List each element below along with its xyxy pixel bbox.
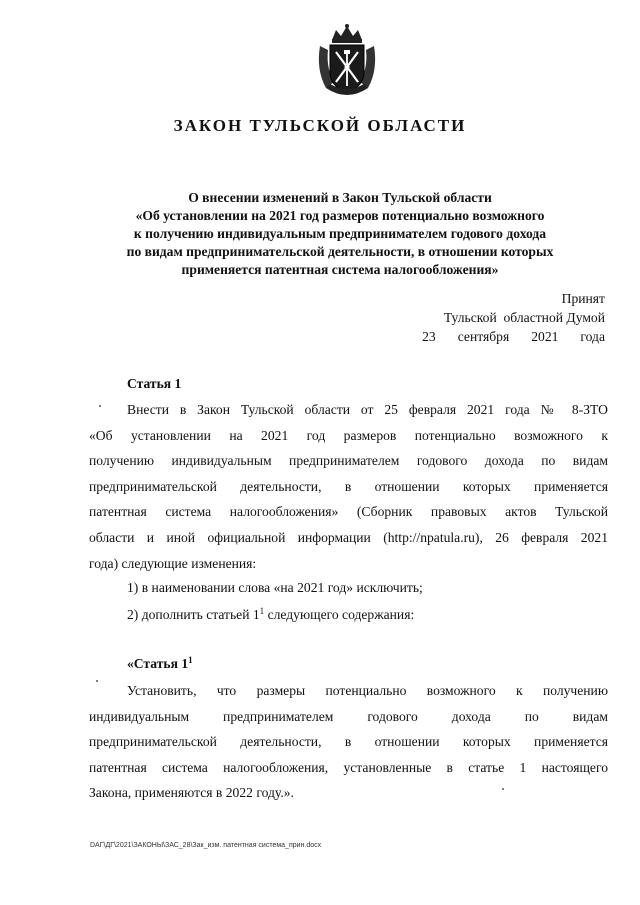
amendment-item: 1) в наименовании слова «на 2021 год» исключить; [127, 580, 423, 595]
article-1-heading: Статья 1 [127, 376, 182, 391]
text-line: Закона, применяются в 2022 году.». [89, 785, 294, 801]
heading-line: по видам предпринимательской деятельности, в отношении которых [126, 244, 554, 259]
text-line: области и иной официальной информации (http://npatula.ru), 26 февраля 2021 [89, 529, 608, 545]
superscript: 1 [259, 606, 265, 616]
text-line: «Об установлении на 2021 год размеров потенциально возможного к [89, 427, 608, 443]
scan-speck [99, 405, 101, 407]
adopted-word: Принят [561, 291, 605, 306]
law-heading [80, 189, 600, 279]
text-line: индивидуальным предпринимателем годового дохода по видам [89, 708, 608, 724]
scan-speck [96, 680, 98, 682]
law-title: ЗАКОН ТУЛЬСКОЙ ОБЛАСТИ [173, 116, 467, 135]
article-1-1-heading [127, 656, 193, 672]
tula-coat-of-arms-icon [314, 22, 380, 98]
adoption-year-word: года [580, 329, 605, 344]
scan-speck [502, 788, 504, 790]
text-line: получению индивидуальным предпринимателем годового дохода по видам [89, 453, 608, 469]
amendment-item-text: следующего содержания: [264, 607, 415, 622]
text-line: года) следующие изменения: [89, 555, 257, 571]
article-1-text [89, 397, 608, 576]
heading-line: к получению индивидуальным предпринимателем годового дохода [133, 226, 547, 241]
amendment-item [127, 601, 423, 628]
article-1-1-text [89, 678, 608, 806]
text-line: предпринимательской деятельности, в отношении которых применяется [89, 734, 608, 750]
amendments-list [127, 574, 423, 628]
text-line: патентная система налогообложения» (Сборник правовых актов Тульской [89, 504, 608, 520]
file-path-footer: DAГ\ДГ\2021\ЗАКОНЫ\ЗАС_28\Зак_изм. патентная система_прин.docx [90, 842, 322, 849]
text-line: Внести в Закон Тульской области от 25 февраля 2021 года № 8-ЗТО [127, 402, 608, 417]
text-line: предпринимательской деятельности, в отношении которых применяется [89, 478, 608, 494]
heading-line: применяется патентная система налогообложения» [181, 262, 499, 277]
superscript: 1 [188, 655, 193, 665]
text-line: патентная система налогообложения, установленные в статье 1 настоящего [89, 759, 608, 775]
adoption-day: 23 [422, 329, 436, 344]
heading-line: «Об установлении на 2021 год размеров потенциально возможного [135, 208, 545, 223]
adoption-year: 2021 [531, 329, 559, 344]
amendment-item-text: 2) дополнить статьей 1 [127, 607, 260, 622]
adoption-block [385, 289, 605, 346]
adoption-month: сентября [457, 329, 510, 344]
article-1-1-heading-text: «Статья 1 [127, 656, 189, 671]
text-line: Установить, что размеры потенциально возможного к получению [127, 683, 608, 698]
adopted-by: Тульской областной Думой [443, 310, 605, 325]
adoption-date [385, 327, 605, 346]
heading-line: О внесении изменений в Закон Тульской области [188, 190, 492, 205]
